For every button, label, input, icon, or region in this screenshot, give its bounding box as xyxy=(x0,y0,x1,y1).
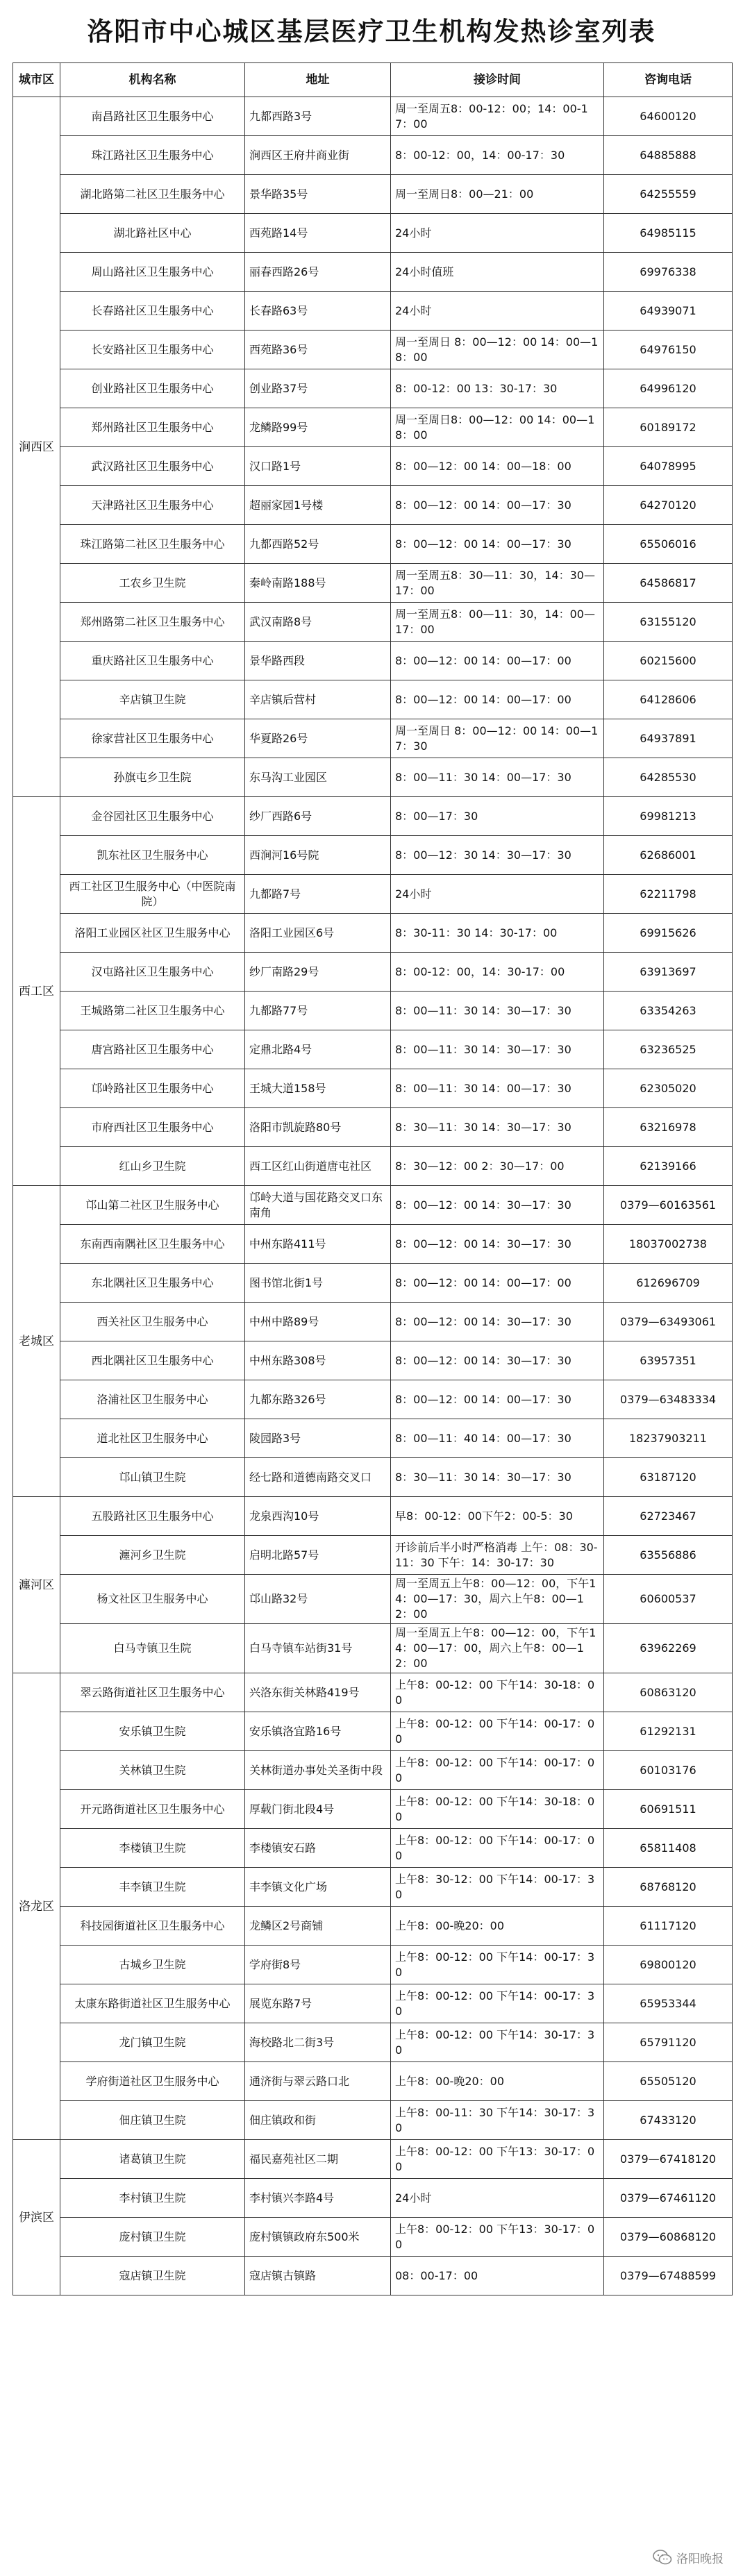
consult-phone: 62139166 xyxy=(604,1147,733,1186)
district-name: 涧西区 xyxy=(13,97,60,797)
institution-name: 白马寺镇卫生院 xyxy=(60,1624,245,1673)
institution-address: 邙山路32号 xyxy=(245,1575,391,1624)
institution-name: 天津路社区卫生服务中心 xyxy=(60,486,245,525)
consult-phone: 64937891 xyxy=(604,719,733,758)
district-name: 西工区 xyxy=(13,797,60,1186)
consult-phone: 0379—60163561 xyxy=(604,1186,733,1225)
consult-hours: 8：00—12：00 14：30—17：30 xyxy=(391,1341,604,1380)
consult-phone: 69800120 xyxy=(604,1946,733,1984)
table-row xyxy=(13,447,733,486)
institution-address: 超丽家园1号楼 xyxy=(245,486,391,525)
institution-name: 翠云路街道社区卫生服务中心 xyxy=(60,1673,245,1712)
institution-name: 红山乡卫生院 xyxy=(60,1147,245,1186)
institution-address: 汉口路1号 xyxy=(245,447,391,486)
institution-name: 五股路社区卫生服务中心 xyxy=(60,1497,245,1536)
institution-name: 丰李镇卫生院 xyxy=(60,1868,245,1907)
institution-address: 福民嘉苑社区二期 xyxy=(245,2140,391,2179)
consult-phone: 63957351 xyxy=(604,1341,733,1380)
consult-phone: 0379—63493061 xyxy=(604,1303,733,1341)
table-row xyxy=(13,1536,733,1575)
consult-hours: 8：30—12：00 2：30—17：00 xyxy=(391,1147,604,1186)
institution-name: 李村镇卫生院 xyxy=(60,2179,245,2218)
consult-hours: 8：00—12：00 14：30—17：30 xyxy=(391,1225,604,1264)
consult-hours: 周一至周五上午8：00—12：00，下午14：00—17：00，周六上午8：00—12：00 xyxy=(391,1624,604,1673)
consult-phone: 60863120 xyxy=(604,1673,733,1712)
table-row xyxy=(13,1946,733,1984)
consult-hours: 8：00—11：30 14：30—17：30 xyxy=(391,992,604,1030)
header-phone: 咨询电话 xyxy=(604,63,733,97)
table-row xyxy=(13,1147,733,1186)
table-row xyxy=(13,1984,733,2023)
consult-hours: 8：00—12：00 14：00—17：30 xyxy=(391,525,604,564)
consult-phone: 69976338 xyxy=(604,253,733,292)
consult-phone: 64270120 xyxy=(604,486,733,525)
clinic-table xyxy=(12,62,733,2295)
table-row xyxy=(13,2140,733,2179)
consult-hours: 周一至周五上午8：00—12：00，下午14：00—17：30，周六上午8：00—12：00 xyxy=(391,1575,604,1624)
consult-phone: 63354263 xyxy=(604,992,733,1030)
consult-phone: 612696709 xyxy=(604,1264,733,1303)
consult-hours: 24小时 xyxy=(391,875,604,914)
institution-address: 涧西区王府井商业街 xyxy=(245,136,391,175)
consult-phone: 64078995 xyxy=(604,447,733,486)
consult-hours: 8：00—12：00 14：30—17：30 xyxy=(391,1186,604,1225)
district-name: 老城区 xyxy=(13,1186,60,1497)
table-row xyxy=(13,1186,733,1225)
institution-name: 寇店镇卫生院 xyxy=(60,2257,245,2295)
consult-hours: 8：30-11：30 14：30-17：00 xyxy=(391,914,604,953)
institution-name: 金谷园社区卫生服务中心 xyxy=(60,797,245,836)
institution-address: 关林街道办事处关圣街中段 xyxy=(245,1751,391,1790)
consult-hours: 8：00—12：00 14：00—17：30 xyxy=(391,486,604,525)
consult-phone: 63962269 xyxy=(604,1624,733,1673)
consult-hours: 8：00—11：30 14：00—17：30 xyxy=(391,1069,604,1108)
table-row xyxy=(13,1030,733,1069)
consult-hours: 8：00—11：40 14：00—17：30 xyxy=(391,1419,604,1458)
consult-phone: 62211798 xyxy=(604,875,733,914)
table-row xyxy=(13,1868,733,1907)
institution-address: 中州东路411号 xyxy=(245,1225,391,1264)
consult-hours: 周一至周日8：00—12：00 14：00—18：00 xyxy=(391,408,604,447)
consult-phone: 61117120 xyxy=(604,1907,733,1946)
consult-hours: 周一至周五8：00—11：30，14：00—17：00 xyxy=(391,603,604,642)
institution-name: 道北社区卫生服务中心 xyxy=(60,1419,245,1458)
consult-hours: 24小时 xyxy=(391,2179,604,2218)
institution-address: 龙泉西沟10号 xyxy=(245,1497,391,1536)
institution-name: 龙门镇卫生院 xyxy=(60,2023,245,2062)
consult-phone: 64985115 xyxy=(604,214,733,253)
consult-hours: 上午8：00-12：00 下午14：00-17：00 xyxy=(391,1751,604,1790)
consult-hours: 8：00—12：00 14：00—17：30 xyxy=(391,1380,604,1419)
institution-name: 唐宫路社区卫生服务中心 xyxy=(60,1030,245,1069)
institution-name: 古城乡卫生院 xyxy=(60,1946,245,1984)
table-row xyxy=(13,1790,733,1829)
institution-address: 安乐镇洛宜路16号 xyxy=(245,1712,391,1751)
institution-name: 武汉路社区卫生服务中心 xyxy=(60,447,245,486)
consult-hours: 上午8：00-12：00 下午13：30-17：00 xyxy=(391,2218,604,2257)
institution-address: 图书馆北街1号 xyxy=(245,1264,391,1303)
consult-phone: 64885888 xyxy=(604,136,733,175)
table-row xyxy=(13,214,733,253)
table-row xyxy=(13,642,733,680)
institution-address: 秦岭南路188号 xyxy=(245,564,391,603)
institution-name: 庞村镇卫生院 xyxy=(60,2218,245,2257)
consult-hours: 8：00—11：30 14：00—17：30 xyxy=(391,758,604,797)
table-row xyxy=(13,953,733,992)
table-row xyxy=(13,253,733,292)
table-row xyxy=(13,603,733,642)
watermark-text: 洛阳晚报 xyxy=(676,2552,724,2566)
table-row xyxy=(13,1380,733,1419)
table-row xyxy=(13,175,733,214)
table-row xyxy=(13,2062,733,2101)
institution-address: 佃庄镇政和街 xyxy=(245,2101,391,2140)
institution-address: 丰李镇文化广场 xyxy=(245,1868,391,1907)
institution-address: 定鼎北路4号 xyxy=(245,1030,391,1069)
institution-name: 开元路街道社区卫生服务中心 xyxy=(60,1790,245,1829)
table-row xyxy=(13,136,733,175)
institution-name: 王城路第二社区卫生服务中心 xyxy=(60,992,245,1030)
consult-hours: 周一至周日 8：00—12：00 14：00—17：30 xyxy=(391,719,604,758)
institution-name: 珠江路第二社区卫生服务中心 xyxy=(60,525,245,564)
table-row xyxy=(13,2218,733,2257)
institution-name: 郑州路第二社区卫生服务中心 xyxy=(60,603,245,642)
header-hours: 接诊时间 xyxy=(391,63,604,97)
consult-hours: 周一至周日8：00—21：00 xyxy=(391,175,604,214)
institution-name: 创业路社区卫生服务中心 xyxy=(60,369,245,408)
institution-name: 学府街道社区卫生服务中心 xyxy=(60,2062,245,2101)
institution-address: 李楼镇安石路 xyxy=(245,1829,391,1868)
consult-phone: 63236525 xyxy=(604,1030,733,1069)
consult-hours: 24小时值班 xyxy=(391,253,604,292)
institution-address: 李村镇兴李路4号 xyxy=(245,2179,391,2218)
consult-phone: 65791120 xyxy=(604,2023,733,2062)
consult-phone: 0379—67461120 xyxy=(604,2179,733,2218)
table-row xyxy=(13,875,733,914)
institution-name: 西北隅社区卫生服务中心 xyxy=(60,1341,245,1380)
institution-address: 经七路和道德南路交叉口 xyxy=(245,1458,391,1497)
institution-address: 海校路北二街3号 xyxy=(245,2023,391,2062)
institution-address: 九都西路52号 xyxy=(245,525,391,564)
consult-phone: 0379—67488599 xyxy=(604,2257,733,2295)
institution-name: 西关社区卫生服务中心 xyxy=(60,1303,245,1341)
table-row xyxy=(13,1225,733,1264)
institution-address: 九都西路3号 xyxy=(245,97,391,136)
institution-name: 重庆路社区卫生服务中心 xyxy=(60,642,245,680)
consult-phone: 60189172 xyxy=(604,408,733,447)
consult-phone: 64600120 xyxy=(604,97,733,136)
consult-phone: 63216978 xyxy=(604,1108,733,1147)
table-row xyxy=(13,1712,733,1751)
table-row xyxy=(13,2023,733,2062)
institution-address: 寇店镇古镇路 xyxy=(245,2257,391,2295)
institution-address: 龙鳞路99号 xyxy=(245,408,391,447)
consult-phone: 0379—60868120 xyxy=(604,2218,733,2257)
table-row xyxy=(13,1303,733,1341)
consult-phone: 65506016 xyxy=(604,525,733,564)
institution-address: 西苑路14号 xyxy=(245,214,391,253)
district-name: 洛龙区 xyxy=(13,1673,60,2140)
institution-address: 龙鳞区2号商铺 xyxy=(245,1907,391,1946)
district-name: 瀍河区 xyxy=(13,1497,60,1673)
consult-phone: 65505120 xyxy=(604,2062,733,2101)
consult-phone: 18237903211 xyxy=(604,1419,733,1458)
consult-phone: 63913697 xyxy=(604,953,733,992)
institution-name: 科技园街道社区卫生服务中心 xyxy=(60,1907,245,1946)
consult-hours: 8：00—11：30 14：30—17：30 xyxy=(391,1030,604,1069)
institution-name: 徐家营社区卫生服务中心 xyxy=(60,719,245,758)
institution-name: 洛阳工业园区社区卫生服务中心 xyxy=(60,914,245,953)
table-row xyxy=(13,369,733,408)
consult-hours: 8：00—17：30 xyxy=(391,797,604,836)
institution-address: 西工区红山街道唐屯社区 xyxy=(245,1147,391,1186)
consult-hours: 8：00-12：00，14：30-17：00 xyxy=(391,953,604,992)
institution-address: 邙岭大道与国花路交叉口东南角 xyxy=(245,1186,391,1225)
institution-address: 学府街8号 xyxy=(245,1946,391,1984)
consult-hours: 8：00-12：00，14：00-17：30 xyxy=(391,136,604,175)
table-row xyxy=(13,758,733,797)
institution-address: 东马沟工业园区 xyxy=(245,758,391,797)
consult-phone: 64128606 xyxy=(604,680,733,719)
consult-phone: 64285530 xyxy=(604,758,733,797)
table-row xyxy=(13,1108,733,1147)
institution-address: 西苑路36号 xyxy=(245,331,391,369)
consult-phone: 64939071 xyxy=(604,292,733,331)
institution-address: 洛阳工业园区6号 xyxy=(245,914,391,953)
institution-name: 市府西社区卫生服务中心 xyxy=(60,1108,245,1147)
institution-name: 邙岭路社区卫生服务中心 xyxy=(60,1069,245,1108)
institution-name: 东南西南隅社区卫生服务中心 xyxy=(60,1225,245,1264)
institution-address: 纱厂南路29号 xyxy=(245,953,391,992)
consult-phone: 69981213 xyxy=(604,797,733,836)
consult-phone: 0379—67418120 xyxy=(604,2140,733,2179)
consult-hours: 8：00—12：00 14：00—17：00 xyxy=(391,1264,604,1303)
table-row xyxy=(13,525,733,564)
table-row xyxy=(13,292,733,331)
consult-phone: 60600537 xyxy=(604,1575,733,1624)
institution-name: 李楼镇卫生院 xyxy=(60,1829,245,1868)
consult-hours: 上午8：00-晚20：00 xyxy=(391,1907,604,1946)
consult-hours: 上午8：00-12：00 下午14：00-17：00 xyxy=(391,1712,604,1751)
consult-hours: 上午8：00-12：00 下午14：00-17：30 xyxy=(391,1984,604,2023)
consult-phone: 60103176 xyxy=(604,1751,733,1790)
table-row xyxy=(13,680,733,719)
institution-name: 珠江路社区卫生服务中心 xyxy=(60,136,245,175)
table-row xyxy=(13,331,733,369)
consult-phone: 60215600 xyxy=(604,642,733,680)
table-row xyxy=(13,2179,733,2218)
consult-hours: 周一至周日 8：00—12：00 14：00—18：00 xyxy=(391,331,604,369)
institution-address: 陵园路3号 xyxy=(245,1419,391,1458)
consult-hours: 8：00—12：00 14：00—17：00 xyxy=(391,680,604,719)
table-row xyxy=(13,1069,733,1108)
consult-phone: 0379—63483334 xyxy=(604,1380,733,1419)
institution-address: 创业路37号 xyxy=(245,369,391,408)
table-row xyxy=(13,1458,733,1497)
institution-address: 长春路63号 xyxy=(245,292,391,331)
table-header-row xyxy=(13,63,733,97)
institution-address: 中州中路89号 xyxy=(245,1303,391,1341)
institution-address: 景华路西段 xyxy=(245,642,391,680)
institution-name: 汉屯路社区卫生服务中心 xyxy=(60,953,245,992)
institution-name: 洛浦社区卫生服务中心 xyxy=(60,1380,245,1419)
institution-name: 诸葛镇卫生院 xyxy=(60,2140,245,2179)
institution-address: 展览东路7号 xyxy=(245,1984,391,2023)
institution-name: 南昌路社区卫生服务中心 xyxy=(60,97,245,136)
institution-name: 工农乡卫生院 xyxy=(60,564,245,603)
consult-hours: 上午8：00-12：00 下午14：00-17：30 xyxy=(391,1946,604,1984)
institution-name: 长春路社区卫生服务中心 xyxy=(60,292,245,331)
institution-name: 周山路社区卫生服务中心 xyxy=(60,253,245,292)
institution-name: 凯东社区卫生服务中心 xyxy=(60,836,245,875)
institution-address: 白马寺镇车站街31号 xyxy=(245,1624,391,1673)
table-row xyxy=(13,1624,733,1673)
table-row xyxy=(13,992,733,1030)
institution-name: 西工社区卫生服务中心（中医院南院） xyxy=(60,875,245,914)
table-row xyxy=(13,1497,733,1536)
consult-phone: 64976150 xyxy=(604,331,733,369)
consult-phone: 18037002738 xyxy=(604,1225,733,1264)
institution-name: 邙山第二社区卫生服务中心 xyxy=(60,1186,245,1225)
consult-hours: 上午8：00-12：00 下午14：00-17：00 xyxy=(391,1829,604,1868)
table-row xyxy=(13,1907,733,1946)
table-row xyxy=(13,836,733,875)
institution-name: 关林镇卫生院 xyxy=(60,1751,245,1790)
institution-address: 兴洛东街关林路419号 xyxy=(245,1673,391,1712)
institution-address: 九都路77号 xyxy=(245,992,391,1030)
institution-name: 邙山镇卫生院 xyxy=(60,1458,245,1497)
consult-hours: 早8：00-12：00下午2：00-5：30 xyxy=(391,1497,604,1536)
institution-address: 庞村镇镇政府东500米 xyxy=(245,2218,391,2257)
institution-address: 九都东路326号 xyxy=(245,1380,391,1419)
institution-address: 通济街与翠云路口北 xyxy=(245,2062,391,2101)
consult-phone: 62305020 xyxy=(604,1069,733,1108)
institution-address: 西涧河16号院 xyxy=(245,836,391,875)
consult-phone: 69915626 xyxy=(604,914,733,953)
header-institution: 机构名称 xyxy=(60,63,245,97)
consult-phone: 63187120 xyxy=(604,1458,733,1497)
page-title: 洛阳市中心城区基层医疗卫生机构发热诊室列表 xyxy=(87,17,656,47)
consult-hours: 8：00-12：00 13：30-17：30 xyxy=(391,369,604,408)
institution-address: 中州东路308号 xyxy=(245,1341,391,1380)
consult-hours: 上午8：30-12：00 下午14：00-17：30 xyxy=(391,1868,604,1907)
consult-hours: 上午8：00-12：00 下午14：30-18：00 xyxy=(391,1673,604,1712)
table-row xyxy=(13,408,733,447)
institution-address: 华夏路26号 xyxy=(245,719,391,758)
institution-address: 丽春西路26号 xyxy=(245,253,391,292)
table-row xyxy=(13,1264,733,1303)
table-row xyxy=(13,564,733,603)
institution-name: 孙旗屯乡卫生院 xyxy=(60,758,245,797)
institution-name: 太康东路街道社区卫生服务中心 xyxy=(60,1984,245,2023)
consult-hours: 周一至周五8：30—11：30，14：30—17：00 xyxy=(391,564,604,603)
table-row xyxy=(13,797,733,836)
institution-address: 纱厂西路6号 xyxy=(245,797,391,836)
institution-name: 佃庄镇卫生院 xyxy=(60,2101,245,2140)
consult-phone: 60691511 xyxy=(604,1790,733,1829)
consult-hours: 8：30—11：30 14：30—17：30 xyxy=(391,1458,604,1497)
consult-phone: 65953344 xyxy=(604,1984,733,2023)
consult-phone: 65811408 xyxy=(604,1829,733,1868)
table-row xyxy=(13,2257,733,2295)
consult-phone: 63556886 xyxy=(604,1536,733,1575)
consult-hours: 8：00—12：00 14：00—18：00 xyxy=(391,447,604,486)
institution-address: 武汉南路8号 xyxy=(245,603,391,642)
table-row xyxy=(13,914,733,953)
table-row xyxy=(13,719,733,758)
consult-hours: 8：30—11：30 14：30—17：30 xyxy=(391,1108,604,1147)
institution-name: 湖北路社区中心 xyxy=(60,214,245,253)
consult-phone: 62723467 xyxy=(604,1497,733,1536)
institution-address: 王城大道158号 xyxy=(245,1069,391,1108)
consult-hours: 24小时 xyxy=(391,292,604,331)
consult-phone: 61292131 xyxy=(604,1712,733,1751)
consult-phone: 67433120 xyxy=(604,2101,733,2140)
table-row xyxy=(13,1575,733,1624)
institution-name: 瀍河乡卫生院 xyxy=(60,1536,245,1575)
table-row xyxy=(13,1673,733,1712)
table-row xyxy=(13,486,733,525)
table-row xyxy=(13,1829,733,1868)
wechat-icon xyxy=(653,2550,672,2565)
consult-hours: 上午8：00-晚20：00 xyxy=(391,2062,604,2101)
consult-hours: 上午8：00-12：00 下午14：30-18：00 xyxy=(391,1790,604,1829)
consult-hours: 8：00—12：00 14：30—17：30 xyxy=(391,1303,604,1341)
institution-address: 辛店镇后营村 xyxy=(245,680,391,719)
consult-phone: 63155120 xyxy=(604,603,733,642)
consult-phone: 64996120 xyxy=(604,369,733,408)
consult-hours: 开诊前后半小时严格消毒 上午：08：30-11：30 下午：14：30-17：30 xyxy=(391,1536,604,1575)
institution-name: 郑州路社区卫生服务中心 xyxy=(60,408,245,447)
table-row xyxy=(13,97,733,136)
header-district: 城市区 xyxy=(13,63,60,97)
watermark xyxy=(653,2547,724,2568)
consult-hours: 8：00—12：00 14：00—17：00 xyxy=(391,642,604,680)
consult-hours: 上午8：00-11：30 下午14：30-17：30 xyxy=(391,2101,604,2140)
table-row xyxy=(13,2101,733,2140)
institution-address: 洛阳市凯旋路80号 xyxy=(245,1108,391,1147)
table-body xyxy=(13,97,733,2295)
consult-phone: 62686001 xyxy=(604,836,733,875)
consult-hours: 上午8：00-12：00 下午13：30-17：00 xyxy=(391,2140,604,2179)
consult-phone: 64255559 xyxy=(604,175,733,214)
institution-address: 九都路7号 xyxy=(245,875,391,914)
institution-address: 景华路35号 xyxy=(245,175,391,214)
institution-address: 厚载门街北段4号 xyxy=(245,1790,391,1829)
table-row xyxy=(13,1419,733,1458)
consult-hours: 周一至周五8：00-12：00；14：00-17：00 xyxy=(391,97,604,136)
consult-phone: 64586817 xyxy=(604,564,733,603)
institution-name: 安乐镇卫生院 xyxy=(60,1712,245,1751)
institution-name: 辛店镇卫生院 xyxy=(60,680,245,719)
institution-name: 湖北路第二社区卫生服务中心 xyxy=(60,175,245,214)
header-address: 地址 xyxy=(245,63,391,97)
table-row xyxy=(13,1751,733,1790)
consult-phone: 68768120 xyxy=(604,1868,733,1907)
district-name: 伊滨区 xyxy=(13,2140,60,2295)
institution-address: 启明北路57号 xyxy=(245,1536,391,1575)
table-row xyxy=(13,1341,733,1380)
institution-name: 杨文社区卫生服务中心 xyxy=(60,1575,245,1624)
consult-hours: 8：00—12：30 14：30—17：30 xyxy=(391,836,604,875)
consult-hours: 24小时 xyxy=(391,214,604,253)
institution-name: 长安路社区卫生服务中心 xyxy=(60,331,245,369)
consult-hours: 08：00-17：00 xyxy=(391,2257,604,2295)
institution-name: 东北隅社区卫生服务中心 xyxy=(60,1264,245,1303)
consult-hours: 上午8：00-12：00 下午14：30-17：30 xyxy=(391,2023,604,2062)
